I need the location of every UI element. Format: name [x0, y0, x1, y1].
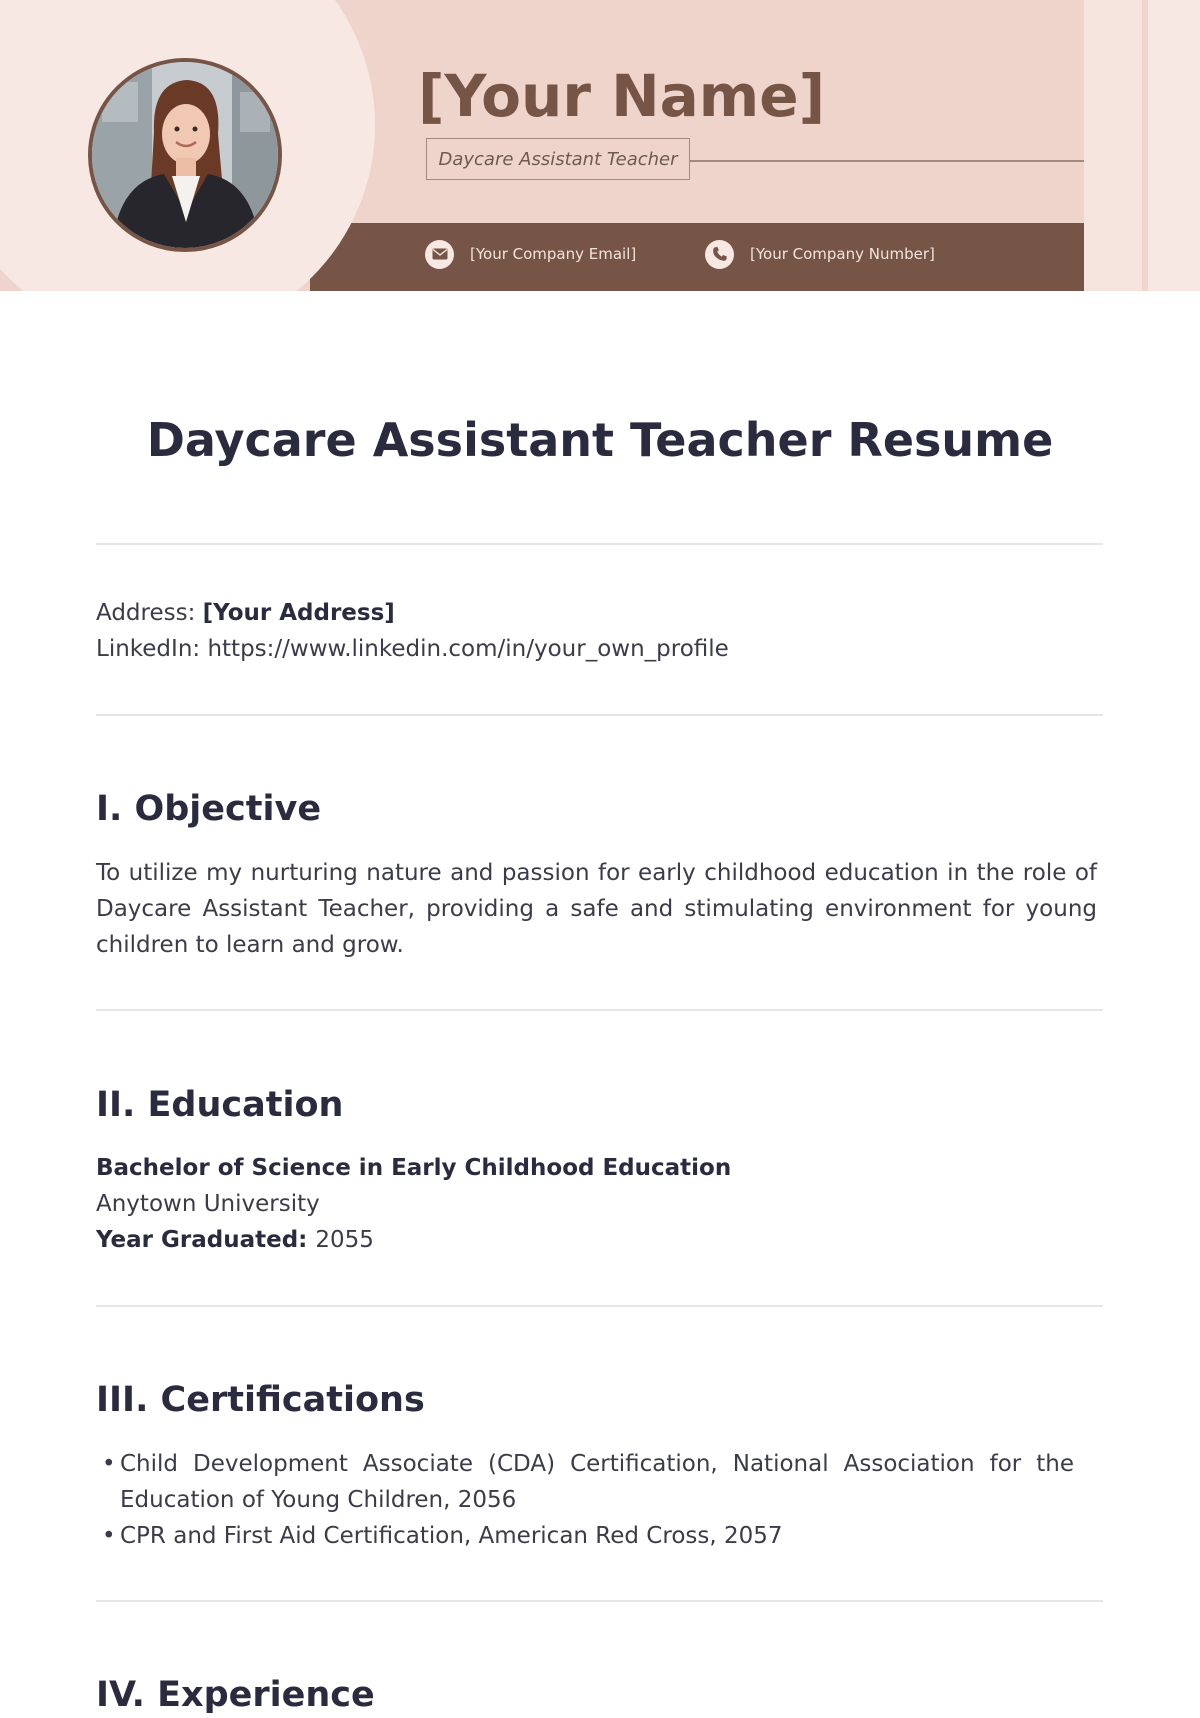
- year-value: 2055: [315, 1227, 374, 1253]
- school-name: Anytown University: [96, 1191, 320, 1217]
- divider: [96, 714, 1103, 716]
- linkedin-line: [96, 631, 1097, 667]
- address-value: [Your Address]: [202, 600, 395, 626]
- resume-header: [0, 0, 1200, 291]
- address-line: [96, 595, 1097, 631]
- divider: [96, 1305, 1103, 1307]
- divider: [96, 1600, 1103, 1602]
- year-label: Year Graduated:: [96, 1227, 316, 1253]
- portrait-image: [92, 62, 278, 248]
- certifications-list: [96, 1446, 1074, 1554]
- phone-icon: [705, 240, 734, 269]
- linkedin-link[interactable]: https://www.linkedin.com/in/your_own_profile: [207, 636, 729, 662]
- name-heading: [Your Name]: [418, 62, 826, 130]
- header-side-strip-outer: [1148, 0, 1200, 291]
- objective-text: To utilize my nurturing nature and passion for early childhood education in the role of Daycare Assistant Teacher, providing a safe and stimulating environment for young children to learn and grow.: [96, 860, 1097, 958]
- divider: [96, 1009, 1103, 1011]
- graduation-year: [96, 1222, 1097, 1258]
- mail-icon: [425, 240, 454, 269]
- divider: [96, 543, 1103, 545]
- phone-text: [Your Company Number]: [750, 245, 935, 263]
- role-divider-line: [690, 160, 1084, 162]
- education-heading: II. Education: [96, 1085, 344, 1125]
- address-label: Address:: [96, 600, 203, 626]
- avatar: [88, 58, 282, 252]
- header-side-strip: [1084, 0, 1142, 291]
- page-title: Daycare Assistant Teacher Resume: [146, 413, 1054, 467]
- phone-contact: [705, 239, 935, 269]
- list-item: • CPR and First Aid Certification, American Red Cross, 2057: [96, 1518, 1074, 1554]
- list-item: • Child Development Associate (CDA) Certification, National Association for the Education of Young Children, 2056: [96, 1446, 1074, 1518]
- linkedin-label: LinkedIn:: [96, 636, 208, 662]
- objective-heading: I. Objective: [96, 789, 322, 829]
- experience-heading: IV. Experience: [96, 1675, 375, 1715]
- email-text: [Your Company Email]: [470, 245, 637, 263]
- degree-title: Bachelor of Science in Early Childhood Education: [96, 1155, 732, 1181]
- email-contact: [425, 239, 636, 269]
- role-tag: Daycare Assistant Teacher: [426, 138, 690, 180]
- certifications-heading: III. Certifications: [96, 1380, 425, 1420]
